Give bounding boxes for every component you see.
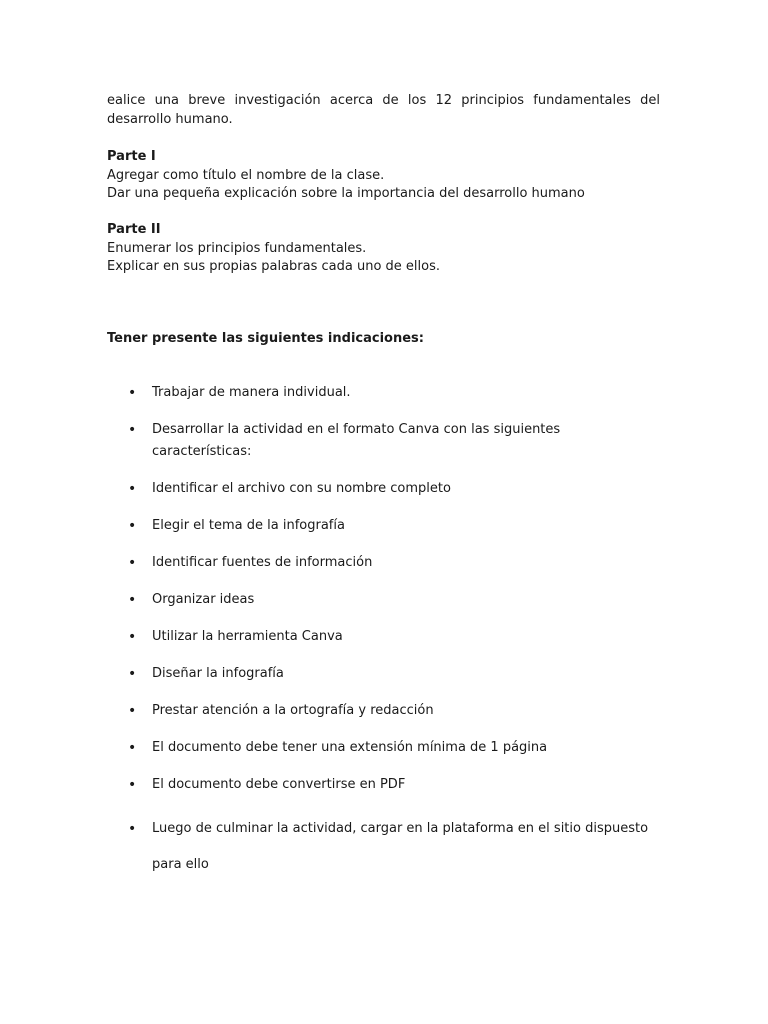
- bullet-icon: •: [128, 740, 137, 756]
- list-item: [107, 737, 660, 759]
- list-item-text: Identificar el archivo con su nombre completo: [152, 481, 451, 496]
- list-item-text: El documento debe tener una extensión mínima de 1 página: [152, 740, 548, 755]
- parte-2-section: [107, 221, 660, 277]
- parte-1-section: [107, 148, 660, 204]
- bullet-icon: •: [128, 481, 137, 497]
- list-item: [107, 663, 660, 685]
- bullet-icon: •: [128, 555, 137, 571]
- list-item-text: Utilizar la herramienta Canva: [152, 629, 343, 644]
- list-item: [107, 478, 660, 500]
- indicaciones-heading: Tener presente las siguientes indicaciones:: [107, 331, 424, 346]
- parte-1-line-1: Agregar como título el nombre de la clase.: [107, 167, 385, 183]
- list-item-text: Trabajar de manera individual.: [152, 385, 351, 400]
- list-item: [107, 382, 660, 404]
- list-item: [107, 589, 660, 611]
- intro-paragraph: ealice una breve investigación acerca de los 12 principios fundamentales del desarrollo humano.: [107, 93, 660, 127]
- bullet-icon: •: [128, 518, 137, 534]
- list-item-text: Desarrollar la actividad en el formato Canva con las siguientes características:: [152, 422, 561, 459]
- bullet-icon: •: [128, 422, 137, 438]
- bullet-icon: •: [128, 666, 137, 682]
- parte-2-line-1: Enumerar los principios fundamentales.: [107, 240, 367, 256]
- bullet-icon: •: [128, 821, 137, 837]
- parte-1-line-2: Dar una pequeña explicación sobre la importancia del desarrollo humano: [107, 186, 585, 201]
- list-item: [107, 774, 660, 796]
- list-item: [107, 700, 660, 722]
- list-item-text: Luego de culminar la actividad, cargar en la plataforma en el sitio dispuesto para ello: [152, 821, 649, 872]
- list-item: [107, 419, 660, 463]
- bullet-icon: •: [128, 703, 137, 719]
- list-item-text: Organizar ideas: [152, 592, 255, 607]
- list-item-text: Prestar atención a la ortografía y redacción: [152, 703, 434, 718]
- parte-2-heading: Parte II: [107, 222, 161, 237]
- parte-2-line-2: Explicar en sus propias palabras cada uno de ellos.: [107, 259, 441, 274]
- list-item-text: Diseñar la infografía: [152, 666, 284, 681]
- bullet-icon: •: [128, 385, 137, 401]
- list-item: [107, 811, 660, 883]
- list-item-text: Elegir el tema de la infografía: [152, 518, 345, 533]
- list-item: [107, 515, 660, 537]
- parte-1-heading: Parte I: [107, 149, 156, 164]
- bullet-icon: •: [128, 629, 137, 645]
- indicaciones-list: [107, 382, 660, 898]
- list-item-text: Identificar fuentes de información: [152, 555, 373, 570]
- list-item: [107, 626, 660, 648]
- list-item-text: El documento debe convertirse en PDF: [152, 777, 406, 792]
- bullet-icon: •: [128, 592, 137, 608]
- bullet-icon: •: [128, 777, 137, 793]
- list-item: [107, 552, 660, 574]
